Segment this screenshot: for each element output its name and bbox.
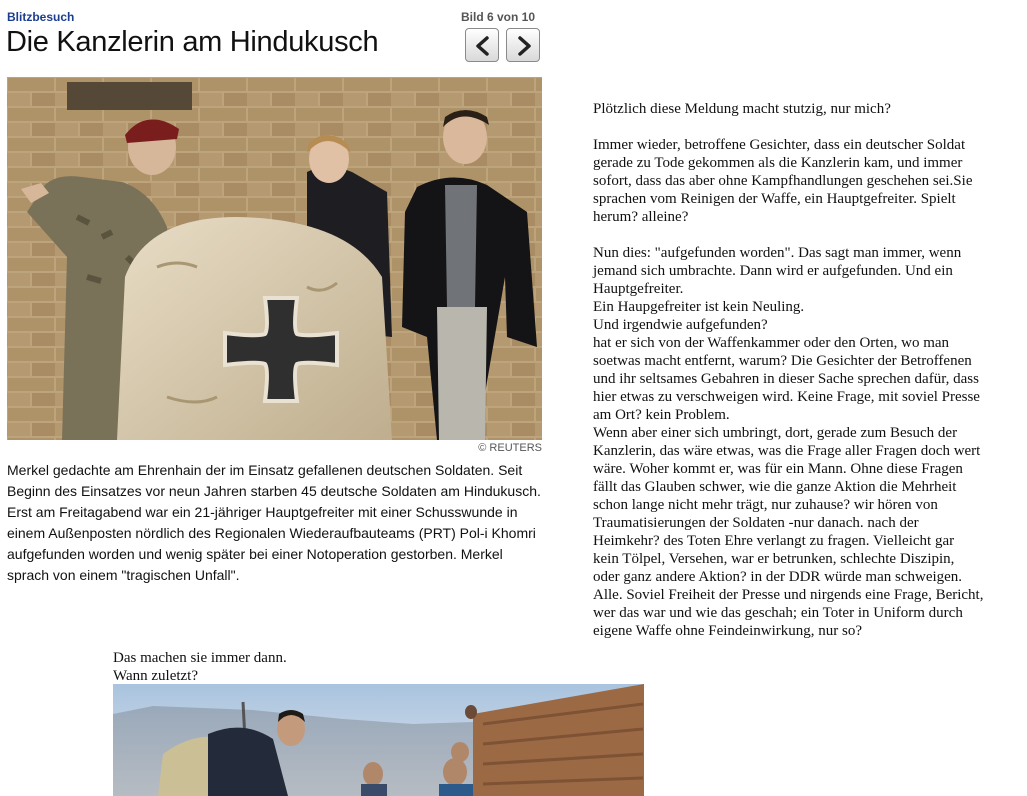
comment-line: Und irgendwie aufgefunden? [593, 317, 768, 333]
section-kicker: Blitzbesuch [7, 10, 75, 24]
comment-line: Plötzlich diese Meldung macht stutzig, nur mich? [593, 101, 891, 117]
comment-line: wäre. Woher kommt er, was für ein Mann. Ohne diese Fragen [593, 461, 963, 477]
comment-line: herum? alleine? [593, 209, 689, 225]
comment-line: am Ort? kein Problem. [593, 407, 730, 423]
comment-text [593, 100, 1013, 640]
lower-note-line-1: Das machen sie immer dann. [113, 650, 287, 666]
comment-line: Heimkehr? des Toten Ehre verlangt zu fragen. Vielleicht gar [593, 533, 955, 549]
comment-line: kein Tölpel, Versehen, war er betrunken, schlechte Diszipin, [593, 551, 955, 567]
main-photo [7, 77, 542, 440]
comment-line: schon lange nicht mehr trägt, nur zuhause? wir hören von [593, 497, 938, 513]
comment-paragraph-1 [593, 100, 1013, 118]
photo-caption: Merkel gedachte am Ehrenhain der im Einsatz gefallenen deutschen Soldaten. Seit Beginn des Einsatzes vor neun Jahren starben 45 deutsche Soldaten am Hindukusch. Erst am Freitagabend war ein 21-jähriger Hauptgefreiter mit einer Schusswunde in einem Außenposten nördlich des Regionalen Wiederaufbauteams (PRT) Pol-i Khomri aufgefunden worden und wenig später bei einer Notoperation gestorben. Merkel sprach von einem "tragischen Unfall". [7, 462, 541, 583]
image-counter: Bild 6 von 10 [461, 10, 536, 24]
chevron-left-icon [474, 36, 492, 56]
comment-line: Hauptgefreiter. [593, 281, 684, 297]
second-photo [113, 684, 644, 796]
comment-line: Nun dies: "aufgefunden worden". Das sagt man immer, wenn [593, 245, 962, 261]
comment-line: wer das war und wie das geschah; ein Toter in Uniform durch [593, 605, 963, 621]
previous-image-button[interactable] [465, 28, 499, 62]
comment-paragraph-2 [593, 136, 1013, 226]
comment-line: und ihr seltsames Gebahren in dieser Sache sprechen dafür, dass [593, 371, 979, 387]
comment-line: oder ganz andere Aktion? in der DDR würde man schweigen. [593, 569, 963, 585]
comment-line: sofort, dass das aber ohne Kampfhandlungen geschehen sei.Sie [593, 173, 973, 189]
comment-line: hier etwas zu verschweigen wird. Keine Frage, mit soviel Presse [593, 389, 980, 405]
comment-line: fällt das Glauben schwer, wie die ganze Aktion die Mehrheit [593, 479, 957, 495]
comment-paragraph-3 [593, 244, 1013, 640]
next-image-button[interactable] [506, 28, 540, 62]
comment-line: Kanzlerin, das wäre etwas, was die Frage aller Fragen doch wert [593, 443, 981, 459]
comment-line: eigene Waffe ohne Feindeinwirkung, nur so? [593, 623, 862, 639]
comment-line: soetwas macht entfernt, warum? Die Gesichter der Betroffenen [593, 353, 972, 369]
comment-line: Ein Haupgefreiter ist kein Neuling. [593, 299, 805, 315]
photo-credit: © REUTERS [478, 442, 542, 454]
comment-line: gerade zu Tode gekommen als die Kanzlerin kam, und immer [593, 155, 963, 171]
comment-line: Traumatisierungen der Soldaten -nur danach. nach der [593, 515, 919, 531]
page-title: Die Kanzlerin am Hindukusch [6, 26, 379, 58]
lower-note [113, 649, 287, 685]
chevron-right-icon [515, 36, 533, 56]
comment-line: hat er sich von der Waffenkammer oder den Orten, wo man [593, 335, 950, 351]
comment-line: jemand sich umbrachte. Dann wird er aufgefunden. Und ein [593, 263, 953, 279]
comment-line: Wenn aber einer sich umbringt, dort, gerade zum Besuch der [593, 425, 958, 441]
comment-line: Immer wieder, betroffene Gesichter, dass ein deutscher Soldat [593, 137, 966, 153]
lower-note-line-2: Wann zuletzt? [113, 668, 198, 684]
comment-line: sprachen vom Reinigen der Waffe, ein Hauptgefreiter. Spielt [593, 191, 956, 207]
comment-line: Alle. Soviel Freiheit der Presse und nirgends eine Frage, Bericht, [593, 587, 984, 603]
